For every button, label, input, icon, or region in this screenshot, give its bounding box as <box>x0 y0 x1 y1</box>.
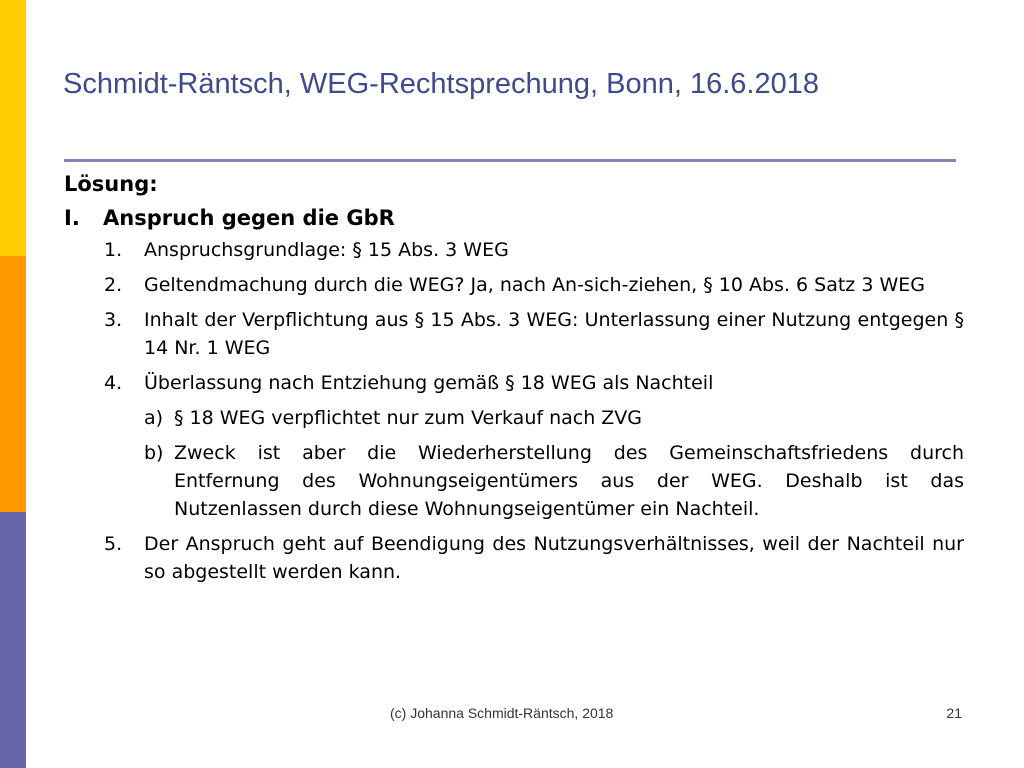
section-label: Anspruch gegen die GbR <box>103 206 395 230</box>
accent-bar-purple <box>0 512 26 768</box>
sub-item-text: Zweck ist aber die Wiederherstellung des Gemeinschaftsfriedens durch Entfernung des Wohnungseigentümers aus der WEG. Deshalb ist das Nutzenlassen durch diese Wohnungseigentümer ein Nachteil. <box>174 442 964 520</box>
sub-list-item <box>144 404 964 432</box>
list-item-text: Der Anspruch geht auf Beendigung des Nutzungsverhältnisses, weil der Nachteil nur so abgestellt werden kann. <box>144 533 964 583</box>
accent-bar-yellow <box>0 0 26 256</box>
list-item-text: Überlassung nach Entziehung gemäß § 18 WEG als Nachteil <box>144 372 714 394</box>
list-item-number: 1. <box>104 239 123 261</box>
list-item-text: Inhalt der Verpflichtung aus § 15 Abs. 3 WEG: Unterlassung einer Nutzung entgegen § 14 Nr. 1 WEG <box>144 309 964 359</box>
title-divider <box>64 159 956 162</box>
slide-content <box>64 170 964 593</box>
slide-footer: (c) Johanna Schmidt-Räntsch, 2018 <box>390 705 614 721</box>
page-number: 21 <box>946 705 962 721</box>
list-item <box>104 306 964 362</box>
sub-item-letter: a) <box>144 407 164 429</box>
sub-item-text: § 18 WEG verpflichtet nur zum Verkauf nach ZVG <box>174 407 643 429</box>
list-item <box>104 369 964 397</box>
list-item-text: Geltendmachung durch die WEG? Ja, nach An-sich-ziehen, § 10 Abs. 6 Satz 3 WEG <box>144 274 925 296</box>
list-item-number: 3. <box>104 309 123 331</box>
solution-heading: Lösung: <box>64 172 158 196</box>
slide-title: Schmidt-Räntsch, WEG-Rechtsprechung, Bonn, 16.6.2018 <box>63 68 819 100</box>
list-item <box>104 236 964 264</box>
list-item-number: 4. <box>104 372 123 394</box>
section-number: I. <box>64 206 80 230</box>
list-item-number: 2. <box>104 274 123 296</box>
list-item-text: Anspruchsgrundlage: § 15 Abs. 3 WEG <box>144 239 509 261</box>
section-heading <box>64 204 964 232</box>
accent-bar-orange <box>0 256 26 512</box>
list-item <box>104 530 964 586</box>
sub-item-letter: b) <box>144 442 164 464</box>
list-item-number: 5. <box>104 533 123 555</box>
list-item <box>104 271 964 299</box>
sub-list-item <box>144 439 964 523</box>
